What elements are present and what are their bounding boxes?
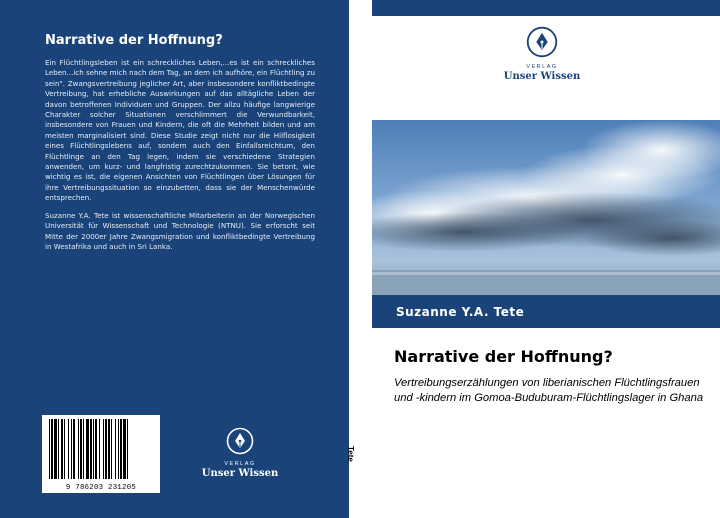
logo-verlag-text: VERLAG (224, 461, 256, 467)
barcode-number: 9 786203 231205 (65, 484, 137, 492)
spine (349, 0, 372, 518)
spine-author: Tete (346, 446, 355, 462)
front-cover-subtitle: Vertreibungserzählungen von liberianischen Flüchtlingsfrauen und -kindern im Gomoa-Buduburam-Flüchtlingslager in Ghana (394, 377, 704, 404)
logo-brand-text: Unser Wissen (201, 468, 279, 479)
barcode (42, 415, 160, 493)
publisher-logo-back (195, 427, 285, 479)
front-cover-top-bar (372, 0, 720, 16)
pen-nib-icon (226, 427, 254, 455)
author-name: Suzanne Y.A. Tete (396, 305, 525, 319)
back-cover-title: Narrative der Hoffnung? (45, 33, 223, 48)
publisher-logo-front (495, 26, 589, 82)
logo-verlag-text: VERLAG (526, 64, 558, 70)
back-cover-blurb: Ein Flüchtlingsleben ist ein schreckliches Leben,...es ist ein schreckliches Leben...ich sehne mich nach dem Tag, an dem ich aufhöre, ein Flüchtling zu sein". Zwangsvertreibung jeglicher Art, aber insbesondere konfliktbedingte Vertreibung, hat erhebliche Auswirkungen auf das alltägliche Leben der davon betroffenen Individuen und Gruppen. Der allzu häufige langwierige Charakter solcher Situationen verschlimmert die Verwundbarkeit, insbesondere von Frauen und Kindern, die oft die Mehrheit bilden und am meisten marginalisiert sind. Diese Studie zeigt nicht nur die Hilflosigkeit eines Flüchtlingslebens auf, sondern auch den Einfallsreichtum, den Flüchtlinge an den Tag legen, indem sie verschiedene Strategien anwenden, um kurz- und langfristig zurechtzukommen. Sie betont, wie wichtig es ist, die eigenen Ansichten von Flüchtlingen über Lösungen für ihre Vertreibungssituation so einzubetten, dass sie der Menschenwürde entsprechen. (45, 58, 315, 203)
sky-photo (372, 120, 720, 295)
barcode-bars (46, 419, 156, 479)
front-cover-title: Narrative der Hoffnung? (394, 347, 613, 366)
cover-photo-sky-clouds (372, 120, 720, 295)
author-bar (372, 295, 720, 328)
logo-brand-text: Unser Wissen (503, 71, 581, 82)
author-bio: Suzanne Y.A. Tete ist wissenschaftliche Mitarbeiterin an der Norwegischen Universität für Wissenschaft und Technologie (NTNU). Sie erforscht seit Mitte der 2000er Jahre Zwangsmigration und konfliktbedingte Vertreibung in Westafrika und auch in Sri Lanka. (45, 211, 315, 252)
pen-nib-icon (526, 26, 558, 58)
